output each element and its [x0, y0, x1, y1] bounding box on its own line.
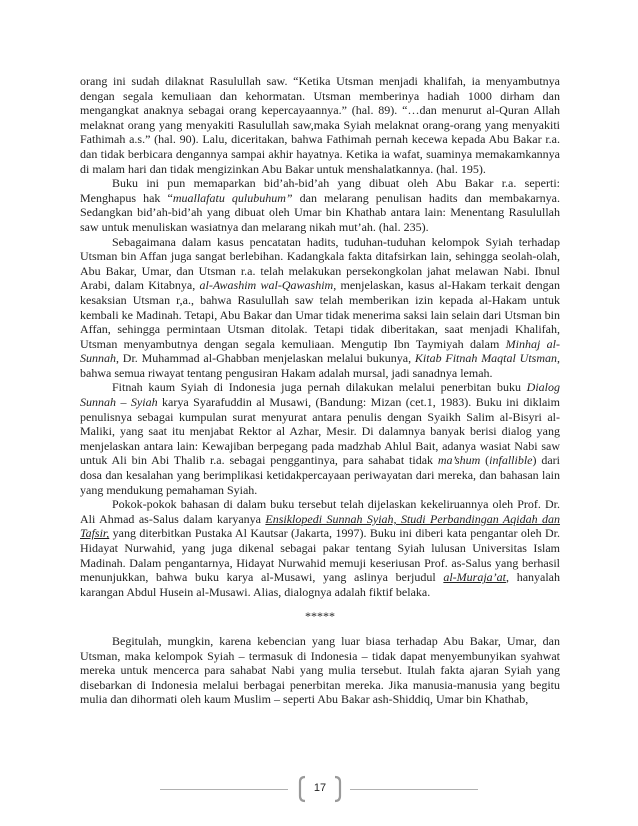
paragraph-5-text-c: , hanyalah karangan Abdul Husein al-Musawi. Alias, dialognya adalah fiktif belaka. — [80, 570, 561, 599]
paragraph-2-text-b: dan melarang penulisan hadits dan membakarnya. Sedangkan bid’ah-bid’ah yang dibuat oleh Umar bin Khathab antara lain: Menentang Rasulullah saw untuk menuliskan wasiatnya dan melarang nikah mut’ah. (hal. 235). — [80, 190, 560, 234]
paragraph-3-italic-3: Kitab Fitnah Maqtal Utsman — [414, 351, 557, 366]
paragraph-3-text-a: Sebagaimana dalam kasus pencatatan hadits, tuduhan-tuduhan kelompok Syiah terhadap Utsman bin Affan juga sangat berlebihan. Kadangkala fakta ditafsirkan lain, sehingga seolah-olah, Abu Bakar, Umar, dan Utsman r.a. telah melakukan persekongkolan jahat melawan Nabi. Ibnul Arabi, dalam Kitabnya, — [80, 234, 560, 293]
paragraph-4-text-c: ( — [480, 453, 490, 468]
body-text — [80, 74, 560, 707]
paragraph-3 — [80, 235, 560, 381]
paragraph-5-italic-2 — [443, 570, 506, 584]
paragraph-5-underlined-title-2: al-Muraja’at — [443, 570, 507, 585]
paragraph-5-underlined-title: Ensiklopedi Sunnah Syiah, Studi Perbandingan Aqidah dan Tafsir, — [80, 511, 560, 541]
paragraph-4-italic-3: infallible — [489, 453, 533, 468]
paragraph-3-text-b: , menjelaskan, kasus al-Hakam terkait dengan kesaksian Utsman r,a., bahwa Rasulullah saw telah memberikan izin kepada al-Hakam untuk kembali ke Madinah. Tetapi, Abu Bakar dan Umar tidak menerima saksi lain selain dari Utsman bin Affan, sehingga permintaan Utsman ditolak. Tetapi tidak diberitakan, saat menjadi Khalifah, Utsman menyambutnya dengan segala kemuliaan. Mengutip Ibn Taymiyah dalam — [80, 278, 560, 351]
footer-rule-right — [350, 789, 478, 790]
paragraph-6-text: Begitulah, mungkin, karena kebencian yang luar biasa terhadap Abu Bakar, Umar, dan Utsman, maka kelompok Syiah – termasuk di Indonesia – tidak dapat menyembunyikan syahwat mereka untuk mencerca para sahabat Nabi yang mulia tersebut. Itulah fakta ajaran Syiah yang disebarkan di Indonesia melalui berbagai penerbitan mereka. Jika manusia-manusia yang begitu mulia dan dihormati oleh kaum Muslim – seperti Abu Bakar ash-Shiddiq, Umar bin Khathab, — [80, 633, 560, 707]
paragraph-4-italic-2: ma’shum — [437, 453, 481, 468]
footer-rule-left — [160, 789, 288, 790]
page-number-bracket — [296, 774, 344, 804]
paragraph-3-italic-2: Minhaj al-Sunnah — [80, 336, 560, 366]
paragraph-5 — [80, 497, 560, 599]
paragraph-6 — [80, 634, 560, 707]
paragraph-4 — [80, 380, 560, 497]
paragraph-4-italic-1: Dialog Sunnah – Syiah — [80, 380, 560, 410]
paragraph-2-italic-1: muallafatu qulubuhum” — [172, 190, 293, 205]
section-divider: ***** — [305, 609, 335, 624]
paragraph-5-text-a: Pokok-pokok bahasan di dalam buku tersebut telah dijelaskan kekeliruannya oleh Prof. Dr. Ali Ahmad as-Salus dalam karyanya — [80, 497, 560, 526]
paragraph-4-text-b: karya Syarafuddin al Musawi, (Bandung: Mizan (cet.1, 1983). Buku ini diklaim penulisnya sebagai kumpulan surat menyurat antara penulis dengan Syaikh Salim al-Bisyri al-Maliki, yang saat itu menjabat Rektor al Azhar, Mesir. Di dalamnya banyak berisi dialog yang menjelaskan antara lain: Kewajiban berpegang pada madzhab Ahlul Bait, adanya wasiat Nabi saw untuk Ali bin Abi Thalib r.a. sebagai penggantinya, para sahabat tidak — [80, 395, 560, 468]
paragraph-3-text-d: , bahwa semua riwayat tentang pengusiran Hakam adalah mursal, jadi sanadnya lemah. — [80, 351, 560, 380]
page-number: 17 — [313, 782, 327, 794]
paragraph-2 — [80, 176, 560, 234]
paragraph-1 — [80, 74, 560, 176]
paragraph-2-text-a: Buku ini pun memaparkan bid’ah-bid’ah yang dibuat oleh Abu Bakar r.a. seperti: Menghapus hak “ — [80, 176, 560, 205]
paragraph-3-italic-1: al-Awashim wal-Qawashim — [199, 278, 334, 293]
paragraph-1-text: orang ini sudah dilaknat Rasulullah saw. “Ketika Utsman menjadi khalifah, ia menyambutnya dengan segala kemuliaan dan kehormatan. Utsman memberinya hadiah 1000 dirham dan mengangkat anaknya sebagai orang kepercayaannya.” (hal. 89). “…dan menurut al-Quran Allah melaknat orang yang menyakiti Rasulullah saw,maka Syiah melaknat orang-orang yang menyakiti Fathimah a.s.” (hal. 90). Lalu, diceritakan, bahwa Fathimah pernah kecewa kepada Abu Bakar r.a. dan tidak berbicara dengannya sampai akhir hayatnya. Ketika ia wafat, suaminya memakamkannya di malam hari dan tidak mengizinkan Abu Bakar untuk menshalatkannya. (hal. 195). — [80, 74, 560, 176]
paragraph-4-text-a: Fitnah kaum Syiah di Indonesia juga pernah dilakukan melalui penerbitan buku — [112, 380, 527, 395]
paragraph-4-text-d: ) dari dosa dan kesalahan yang berimplikasi ketidakpercayaan periwayatan dari mereka, dan bahasan lain yang mendukung pemahaman Syiah. — [80, 453, 561, 497]
page-footer — [0, 772, 638, 812]
paragraph-3-text-c: , Dr. Muhammad al-Ghabban menjelaskan melalui bukunya, — [116, 351, 415, 366]
paragraph-5-text-b: yang diterbitkan Pustaka Al Kautsar (Jakarta, 1997). Buku ini diberi kata pengantar oleh Dr. Hidayat Nurwahid, yang juga dikenal sebagai pakar tentang Syiah lulusan Universitas Islam Madinah. Dalam pengantarnya, Hidayat Nurwahid memuji keseriusan Prof. as-Salus yang berhasil menunjukkan, bahwa buku karya al-Musawi, yang aslinya berjudul — [80, 526, 560, 585]
